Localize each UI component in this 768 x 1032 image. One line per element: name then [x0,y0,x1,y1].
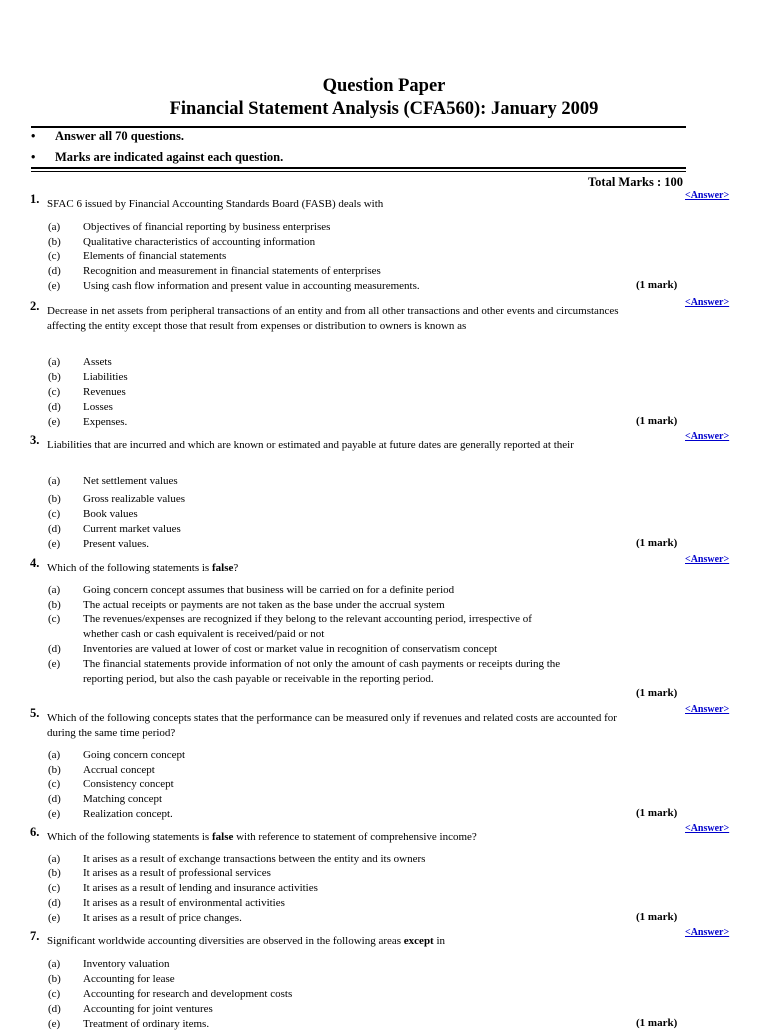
instruction-2: • Marks are indicated against each question. [31,150,284,164]
bullet-icon: • [31,129,36,143]
instructions-divider-thin [31,171,686,172]
answer-link[interactable]: <Answer> [685,431,730,442]
instruction-1: • Answer all 70 questions. [31,129,184,143]
question-number: 3. [30,433,40,447]
answer-link[interactable]: <Answer> [685,823,730,834]
instructions-divider [31,167,686,169]
question-number: 7. [30,929,40,943]
question-text: Liabilities that are incurred and which are known or estimated and payable at future dates are generally reported at their [47,439,574,451]
question-text: Decrease in net assets from peripheral transactions of an entity and from all other transactions and other events and circumstances affecting the entity except those that result from expenses or distribution to owners is known as [47,305,619,332]
mark-label: (1 mark) [636,1017,678,1029]
paper-title: Question Paper [322,76,446,96]
question-number: 6. [30,825,40,839]
question-text: Which of the following statements is false? [47,562,239,574]
bullet-icon: • [31,150,36,164]
question-text: Which of the following concepts states that the performance can be measured only if revenues and related costs are accounted for during the same time period? [47,712,617,739]
question-number: 4. [30,556,40,570]
answer-link[interactable]: <Answer> [685,927,730,938]
mark-label: (1 mark) [636,279,678,291]
mark-label: (1 mark) [636,415,678,427]
answer-link[interactable]: <Answer> [685,297,730,308]
mark-label: (1 mark) [636,807,678,819]
question-number: 2. [30,299,40,313]
question-number: 5. [30,706,40,720]
question-text: SFAC 6 issued by Financial Accounting Standards Board (FASB) deals with [47,198,384,210]
mark-label: (1 mark) [636,911,678,923]
answer-link[interactable]: <Answer> [685,554,730,565]
mark-label: (1 mark) [636,687,678,699]
answer-link[interactable]: <Answer> [685,190,730,201]
header-divider [31,126,686,128]
paper-subtitle: Financial Statement Analysis (CFA560): January 2009 [169,99,599,119]
question-text: Which of the following statements is false with reference to statement of comprehensive income? [47,831,477,843]
mark-label: (1 mark) [636,537,678,549]
answer-link[interactable]: <Answer> [685,704,730,715]
question-text: Significant worldwide accounting diversities are observed in the following areas except in [47,935,446,947]
question-number: 1. [30,192,40,206]
total-marks: Total Marks : 100 [587,175,683,189]
